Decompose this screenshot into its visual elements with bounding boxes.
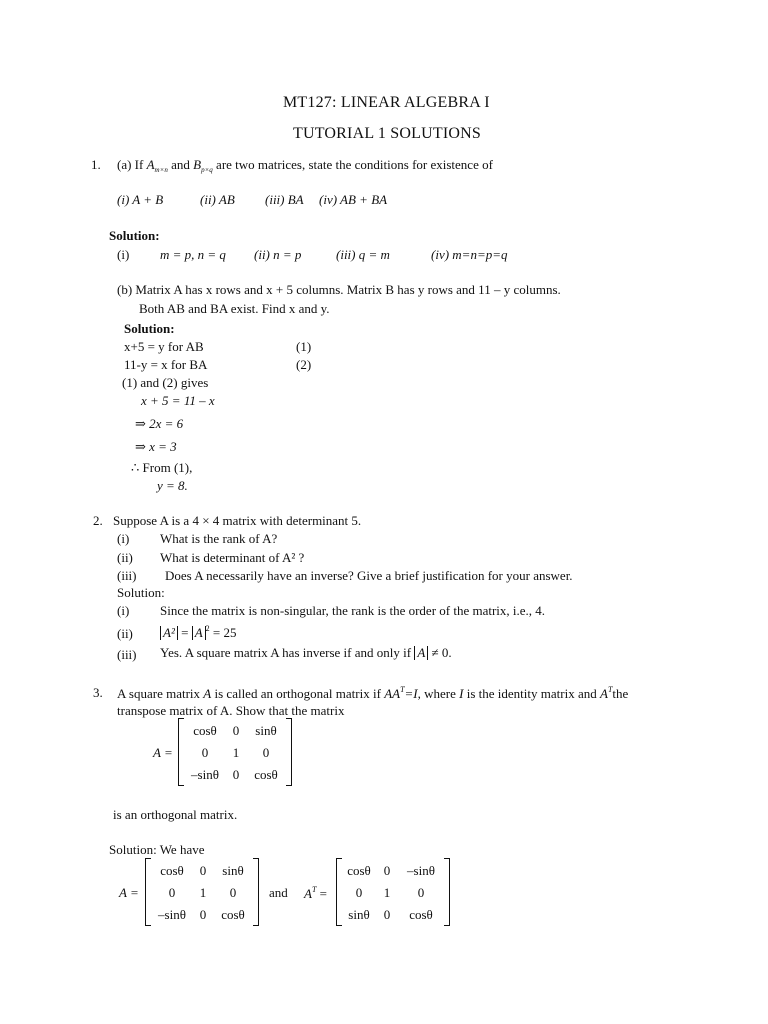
q3-text-a: A square matrix — [117, 686, 201, 701]
det-A: A — [192, 626, 206, 640]
q1a-and: and — [171, 157, 190, 172]
matrix-A-label: A = — [153, 745, 173, 760]
solution-iv: (iv) m=n=p=q — [431, 247, 508, 262]
matrix-cell: 0 — [232, 723, 240, 738]
q2-sol-iii-label: (iii) — [117, 647, 137, 662]
q2-sol-iii-text: Yes. A square matrix A has inverse if and only if — [160, 645, 412, 660]
condition-i: (i) A + B — [117, 192, 164, 207]
condition-ii: (ii) AB — [200, 192, 235, 207]
matrix-cell: 0 — [199, 907, 207, 922]
equation-2: 11-y = x for BA — [124, 357, 208, 372]
transpose-sup: T — [400, 685, 405, 694]
q1a-label: (a) If — [117, 157, 144, 172]
q3-text-d: is the identity matrix and — [466, 686, 597, 701]
document-title: MT127: LINEAR ALGEBRA I — [283, 94, 490, 111]
q3-text-c: where — [424, 686, 456, 701]
matrix-cell: cosθ — [193, 723, 217, 738]
equals-sign: = — [319, 886, 327, 901]
AAT-symbol: AA — [384, 686, 401, 701]
solution-i: m = p, n = q — [160, 247, 226, 262]
matrix-cell: –sinθ — [158, 907, 186, 922]
matrix-cell: 0 — [168, 885, 176, 900]
q3-solution-line: Solution: We have — [109, 842, 205, 857]
from-equation-1: ∴ From (1), — [131, 460, 193, 475]
transpose-sup: T — [607, 685, 613, 694]
AT-symbol: A — [599, 686, 608, 701]
solution-label: Solution: — [109, 228, 160, 243]
step-3: ⇒ x = 3 — [135, 439, 177, 454]
q2-stem: Suppose A is a 4 × 4 matrix with determinant 5. — [113, 513, 362, 528]
matrix-cell: –sinθ — [191, 767, 219, 782]
question-number: 3. — [93, 685, 103, 700]
matrix-cell: sinθ — [255, 723, 277, 738]
matrix-B-dims: p×q — [201, 166, 213, 174]
matrix-A-solution — [145, 858, 259, 926]
q2-sol-ii-label: (ii) — [117, 626, 133, 641]
q2-solution-label: Solution: — [117, 585, 165, 600]
matrix-cell: cosθ — [254, 767, 278, 782]
matrix-cell: 0 — [199, 863, 207, 878]
matrix-cell: 0 — [201, 745, 209, 760]
q2-item-iii-label: (iii) — [117, 568, 137, 583]
solution-i-label: (i) — [117, 247, 130, 262]
matrix-A-label-2: A = — [119, 885, 139, 900]
nonzero-condition: ≠ 0. — [431, 645, 452, 660]
matrix-cell: 1 — [199, 885, 207, 900]
matrix-cell: cosθ — [221, 907, 245, 922]
matrix-cell: 0 — [355, 885, 363, 900]
document-subtitle: TUTORIAL 1 SOLUTIONS — [293, 125, 481, 142]
matrix-A-dims: m×n — [154, 166, 168, 174]
orthogonal-statement: is an orthogonal matrix. — [113, 807, 238, 822]
equation-1-number: (1) — [296, 339, 312, 354]
and-text: and — [269, 885, 288, 900]
det-A-squared: A² — [160, 626, 178, 640]
matrix-cell: cosθ — [347, 863, 371, 878]
q2-sol-i: Since the matrix is non-singular, the rank is the order of the matrix, i.e., 4. — [160, 603, 546, 618]
matrix-cell: cosθ — [160, 863, 184, 878]
q3-line2: transpose matrix of A. Show that the matrix — [117, 703, 345, 718]
matrix-cell: –sinθ — [407, 863, 435, 878]
q3-text-b: is called an orthogonal matrix if — [214, 686, 381, 701]
matrix-A-symbol: A — [146, 157, 155, 172]
q2-item-ii: What is determinant of A² ? — [160, 550, 305, 565]
q2-sol-ii: A² = A $^2$ = 25 — [160, 625, 236, 640]
q3-text-e: the — [612, 686, 629, 701]
matrix-cell: 1 — [383, 885, 391, 900]
matrix-A — [178, 718, 292, 786]
matrix-cell: 0 — [262, 745, 270, 760]
q1b-line1: (b) Matrix A has x rows and x + 5 columns. Matrix B has y rows and 11 – y columns. — [117, 282, 561, 297]
identity-symbol: I — [459, 686, 464, 701]
matrix-A-transpose — [336, 858, 450, 926]
matrix-cell: 0 — [232, 767, 240, 782]
det-result: = 25 — [212, 625, 237, 640]
matrix-B-symbol: B — [193, 157, 202, 172]
q1a-rest: are two matrices, state the conditions for existence of — [216, 157, 493, 172]
matrix-cell: 0 — [383, 907, 391, 922]
y-result: y = 8. — [157, 478, 188, 493]
q2-item-ii-label: (ii) — [117, 550, 133, 565]
identity-eq: =I, — [404, 686, 421, 701]
q1b-solution-label: Solution: — [124, 321, 175, 336]
q2-item-i: What is the rank of A? — [160, 531, 278, 546]
q2-sol-i-label: (i) — [117, 603, 130, 618]
q2-item-i-label: (i) — [117, 531, 130, 546]
AT-symbol: A — [304, 886, 312, 901]
matrix-cell: sinθ — [222, 863, 244, 878]
q1a-text — [117, 158, 493, 174]
matrix-cell: 0 — [229, 885, 237, 900]
det-A-condition: A — [414, 646, 428, 660]
matrix-cell: 0 — [383, 863, 391, 878]
equation-1: x+5 = y for AB — [124, 339, 204, 354]
matrix-cell: sinθ — [348, 907, 370, 922]
q1b-line2: Both AB and BA exist. Find x and y. — [139, 301, 330, 316]
q3-line1 — [117, 686, 628, 700]
solution-iii: (iii) q = m — [336, 247, 390, 262]
step-1: x + 5 = 11 – x — [141, 393, 215, 408]
question-number: 1. — [91, 157, 101, 172]
q2-item-iii: Does A necessarily have an inverse? Give a brief justification for your answer. — [165, 568, 573, 583]
solution-ii: (ii) n = p — [254, 247, 302, 262]
combine-text: (1) and (2) gives — [122, 375, 209, 390]
equals-sign: = — [181, 625, 189, 640]
question-number: 2. — [93, 513, 103, 528]
equation-2-number: (2) — [296, 357, 312, 372]
condition-iii: (iii) BA — [265, 192, 304, 207]
matrix-A-symbol: A — [203, 686, 212, 701]
step-2: ⇒ 2x = 6 — [135, 416, 184, 431]
matrix-cell: 1 — [232, 745, 240, 760]
condition-iv: (iv) AB + BA — [319, 192, 388, 207]
q2-sol-iii — [160, 646, 452, 660]
transpose-sup: T — [311, 885, 317, 894]
matrix-cell: cosθ — [409, 907, 433, 922]
matrix-AT-label — [304, 886, 327, 900]
matrix-cell: 0 — [417, 885, 425, 900]
